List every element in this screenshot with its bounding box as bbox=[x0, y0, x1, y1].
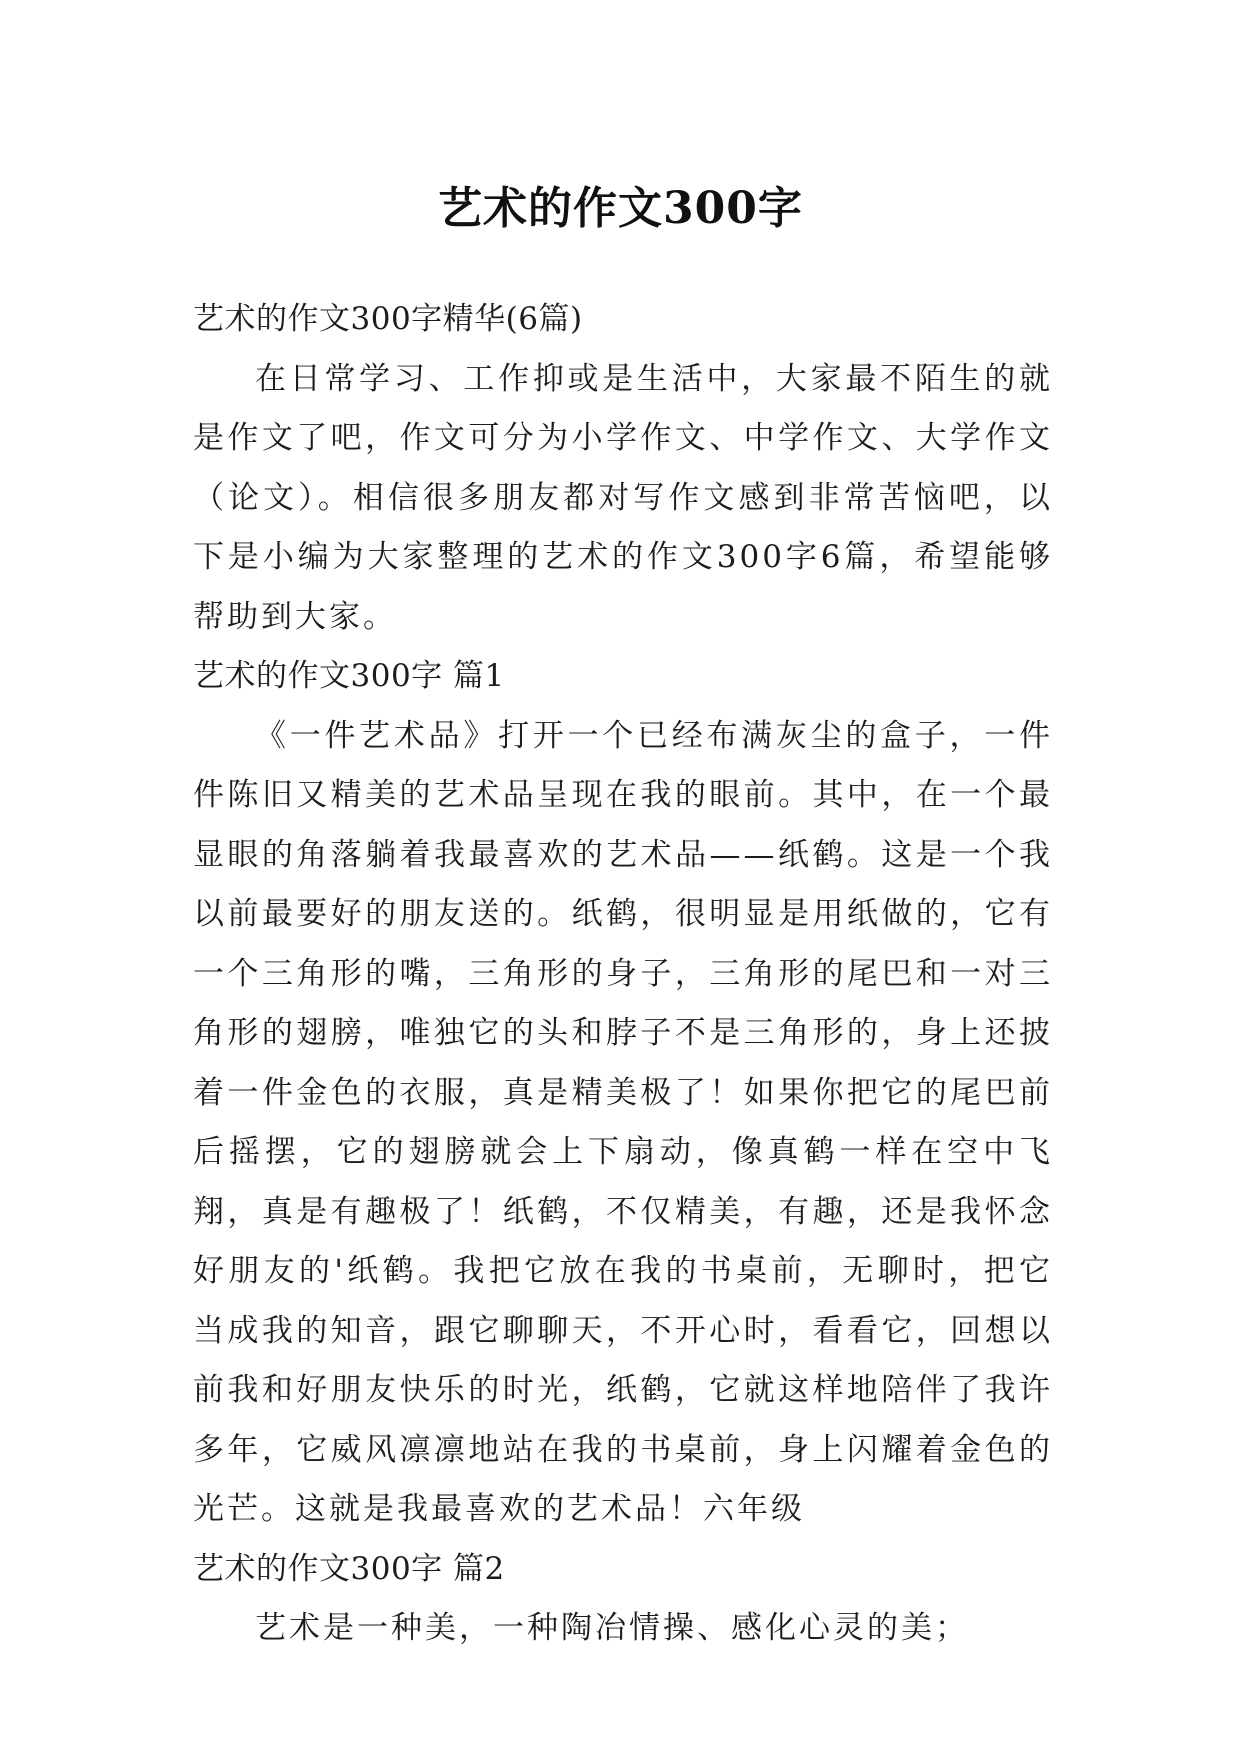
section-body-1: 《一件艺术品》打开一个已经布满灰尘的盒子，一件件陈旧又精美的艺术品呈现在我的眼前。其中，在一个最显眼的角落躺着我最喜欢的艺术品——纸鹤。这是一个我以前最要好的朋友送的。纸鹤，很明显是用纸做的，它有一个三角形的嘴，三角形的身子，三角形的尾巴和一对三角形的翅膀，唯独它的头和脖子不是三角形的，身上还披着一件金色的衣服，真是精美极了！如果你把它的尾巴前后摇摆，它的翅膀就会上下扇动，像真鹤一样在空中飞翔，真是有趣极了！纸鹤，不仅精美，有趣，还是我怀念好朋友的'纸鹤。我把它放在我的书桌前，无聊时，把它当成我的知音，跟它聊聊天，不开心时，看看它，回想以前我和好朋友快乐的时光，纸鹤，它就这样地陪伴了我许多年，它威风凛凛地站在我的书桌前，身上闪耀着金色的光芒。这就是我最喜欢的艺术品！六年级 bbox=[193, 717, 1053, 1527]
document-title: 艺术的作文300字 bbox=[438, 183, 803, 235]
document-body bbox=[193, 290, 1053, 1659]
document-subtitle: 艺术的作文300字精华(6篇) bbox=[193, 301, 583, 337]
section-heading-2: 艺术的作文300字 篇2 bbox=[193, 1550, 505, 1587]
intro-paragraph: 在日常学习、工作抑或是生活中，大家最不陌生的就是作文了吧，作文可分为小学作文、中学作文、大学作文（论文）。相信很多朋友都对写作文感到非常苦恼吧，以下是小编为大家整理的艺术的作文300字6篇，希望能够帮助到大家。 bbox=[193, 360, 1053, 635]
section-body-2: 艺术是一种美，一种陶冶情操、感化心灵的美； bbox=[255, 1610, 969, 1646]
section-heading-1: 艺术的作文300字 篇1 bbox=[193, 658, 505, 694]
